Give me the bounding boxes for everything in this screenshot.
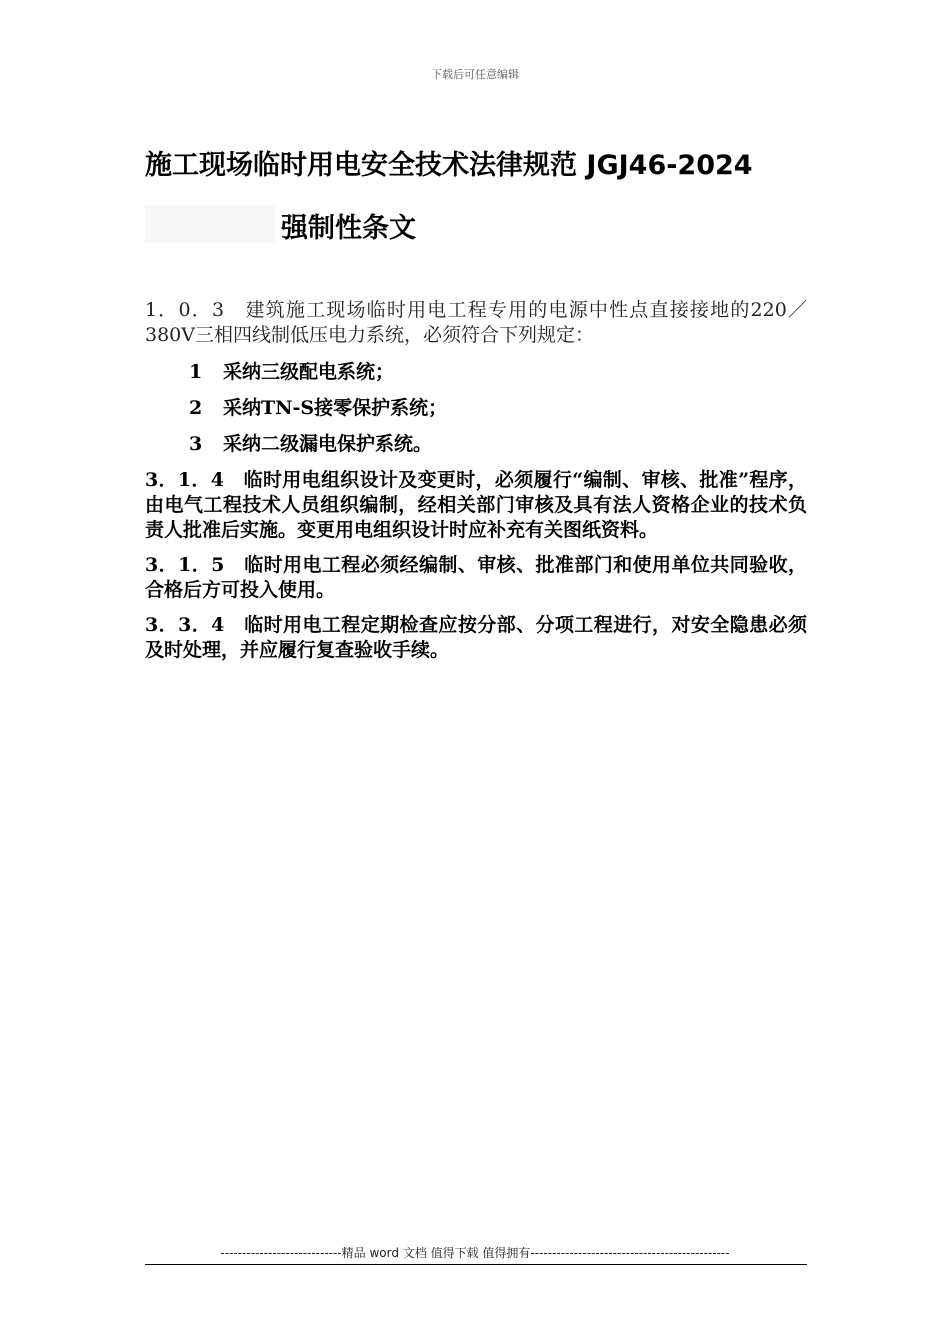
list-item xyxy=(145,396,807,421)
clause-1-0-3: 1．0．3 建筑施工现场临时用电工程专用的电源中性点直接接地的220／380V三相四线制低压电力系统，必须符合下列规定： xyxy=(145,299,807,346)
list-item xyxy=(145,432,807,457)
list-item-text: 采纳三级配电系统； xyxy=(223,361,395,383)
footer-divider xyxy=(145,1264,807,1265)
list-item-text: 采纳TN-S接零保护系统； xyxy=(223,397,448,419)
document-body xyxy=(145,298,807,673)
footer-text: ----------------------------精品 word 文档 值得下载 值得拥有---------------------------------------------- xyxy=(220,1246,730,1260)
clause-3-1-4: 3．1．4 临时用电组织设计及变更时，必须履行“编制、审核、批准”程序，由电气工程技术人员组织编制，经相关部门审核及具有法人资格企业的技术负责人批准后实施。变更用电组织设计时应补充有关图纸资料。 xyxy=(145,469,807,541)
title-shade xyxy=(145,205,275,243)
header-note: 下载后可任意编辑 xyxy=(431,68,519,81)
clause-3-3-4: 3．3．4 临时用电工程定期检查应按分部、分项工程进行，对安全隐患必须及时处理，并应履行复查验收手续。 xyxy=(145,614,807,661)
document-subtitle: 强制性条文 xyxy=(281,213,416,244)
clause-3-1-5: 3．1．5 临时用电工程必须经编制、审核、批准部门和使用单位共同验收，合格后方可投入使用。 xyxy=(145,554,807,601)
list-item-number: 3 xyxy=(189,433,203,455)
list-item-number: 1 xyxy=(189,361,203,383)
list-item xyxy=(145,360,807,385)
list-item-number: 2 xyxy=(189,397,203,419)
document-title: 施工现场临时用电安全技术法律规范 JGJ46-2024 xyxy=(145,150,753,181)
list-item-text: 采纳二级漏电保护系统。 xyxy=(223,433,433,455)
